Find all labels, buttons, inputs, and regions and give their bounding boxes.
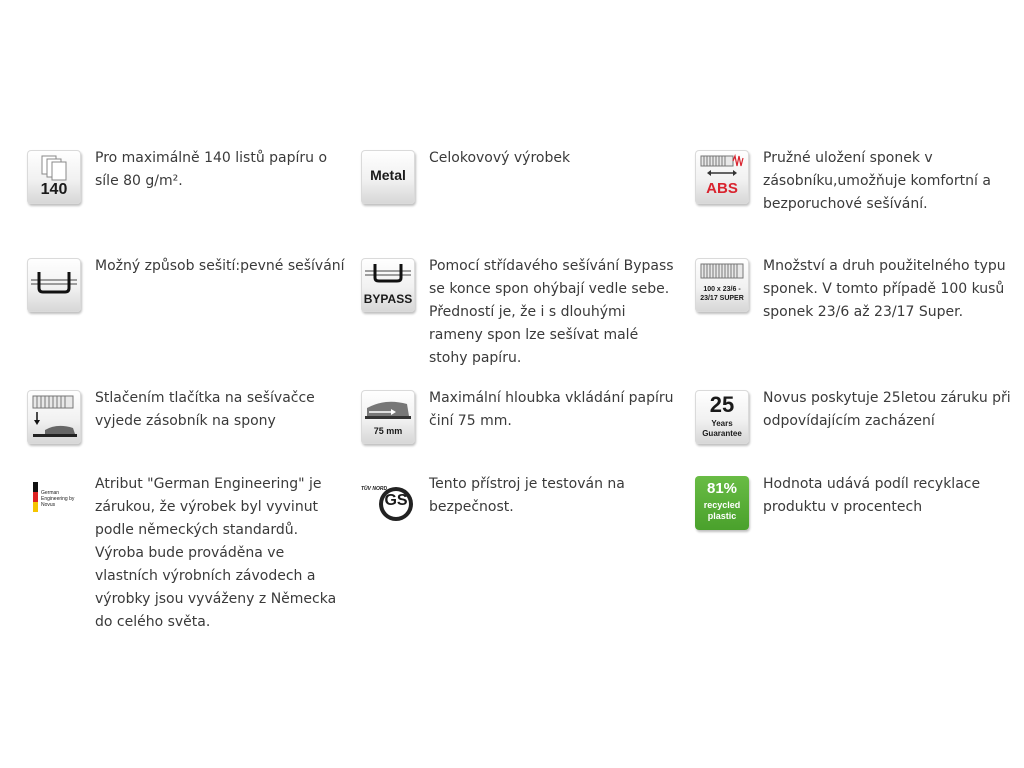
- metal-icon: [361, 150, 415, 204]
- feature-text: Atribut "German Engineering" je zárukou, že výrobek byl vyvinut podle německých standardů. Výroba bude prováděna ve vlastních výrobních závodech a výrobky jsou vyváženy z Německa do celého světa.: [95, 476, 337, 630]
- icon-label: 75 mm: [373, 426, 403, 436]
- feature-text: Tento přístroj je testován na bezpečnost.: [429, 476, 625, 515]
- feature-recycled-plastic: [695, 476, 1015, 530]
- icon-sublabel: Years: [711, 419, 733, 428]
- feature-text: Pro maximálně 140 listů papíru o síle 80 g/m².: [95, 150, 328, 189]
- icon-label: Metal: [370, 167, 406, 183]
- warranty-icon: [695, 390, 749, 444]
- feature-text: Hodnota udává podíl recyklace produktu v procentech: [763, 476, 981, 515]
- feature-text: Možný způsob sešití:pevné sešívání: [95, 258, 345, 274]
- feature-text: Maximální hloubka vkládání papíru činí 75 mm.: [429, 390, 674, 429]
- icon-label: 25: [709, 392, 735, 417]
- icon-label: 140: [40, 181, 68, 198]
- icon-label: ABS: [706, 180, 738, 197]
- feature-magazine-release: [27, 390, 347, 444]
- feature-bypass: [361, 258, 681, 370]
- feature-abs: [695, 150, 1015, 216]
- feature-german-engineering: [27, 476, 347, 634]
- feature-text: Celokovový výrobek: [429, 150, 571, 166]
- feature-text: Novus poskytuje 25letou záruku při odpovídajícím zacházení: [763, 390, 1011, 429]
- sheets-140-icon: [27, 150, 81, 204]
- feature-140-sheets: [27, 150, 347, 204]
- feature-metal: [361, 150, 681, 204]
- icon-label: 81%: [706, 480, 738, 497]
- magazine-release-icon: [27, 390, 81, 444]
- icon-label: German Engineering by Novus: [41, 490, 75, 508]
- feature-stapling-mode: [27, 258, 347, 312]
- stapling-mode-icon: [27, 258, 81, 312]
- icon-sublabel: GS: [384, 492, 408, 509]
- tuv-gs-icon: [361, 476, 415, 530]
- feature-tuv-gs: [361, 476, 681, 530]
- feature-text: Množství a druh použitelného typu sponek. V tomto případě 100 kusů sponek 23/6 až 23/17 Super.: [763, 258, 1006, 320]
- german-engineering-icon: [27, 476, 81, 530]
- staples-icon: [695, 258, 749, 312]
- bypass-icon: [361, 258, 415, 312]
- icon-sublabel: Guarantee: [702, 429, 742, 438]
- recycled-plastic-icon: [695, 476, 749, 530]
- insertion-depth-icon: [361, 390, 415, 444]
- icon-sublabel: plastic: [707, 511, 737, 521]
- icon-label: 100 x 23/6 - 23/17 SUPER: [700, 286, 744, 302]
- icon-label: TÜV NORD: [361, 486, 388, 492]
- feature-text: Stlačením tlačítka na sešívačce vyjede zásobník na spony: [95, 390, 315, 429]
- icon-label: BYPASS: [363, 292, 413, 306]
- feature-text: Pomocí střídavého sešívání Bypass se konce spon ohýbají vedle sebe. Předností je, že i s dlouhými rameny spon lze sešívat malé stohy papíru.: [429, 258, 674, 366]
- feature-text: Pružné uložení sponek v zásobníku,umožňuje komfortní a bezporuchové sešívání.: [763, 150, 991, 212]
- feature-staples: [695, 258, 1015, 324]
- abs-icon: [695, 150, 749, 204]
- feature-insertion-depth: [361, 390, 681, 444]
- icon-sublabel: recycled: [703, 500, 741, 510]
- feature-warranty: [695, 390, 1015, 444]
